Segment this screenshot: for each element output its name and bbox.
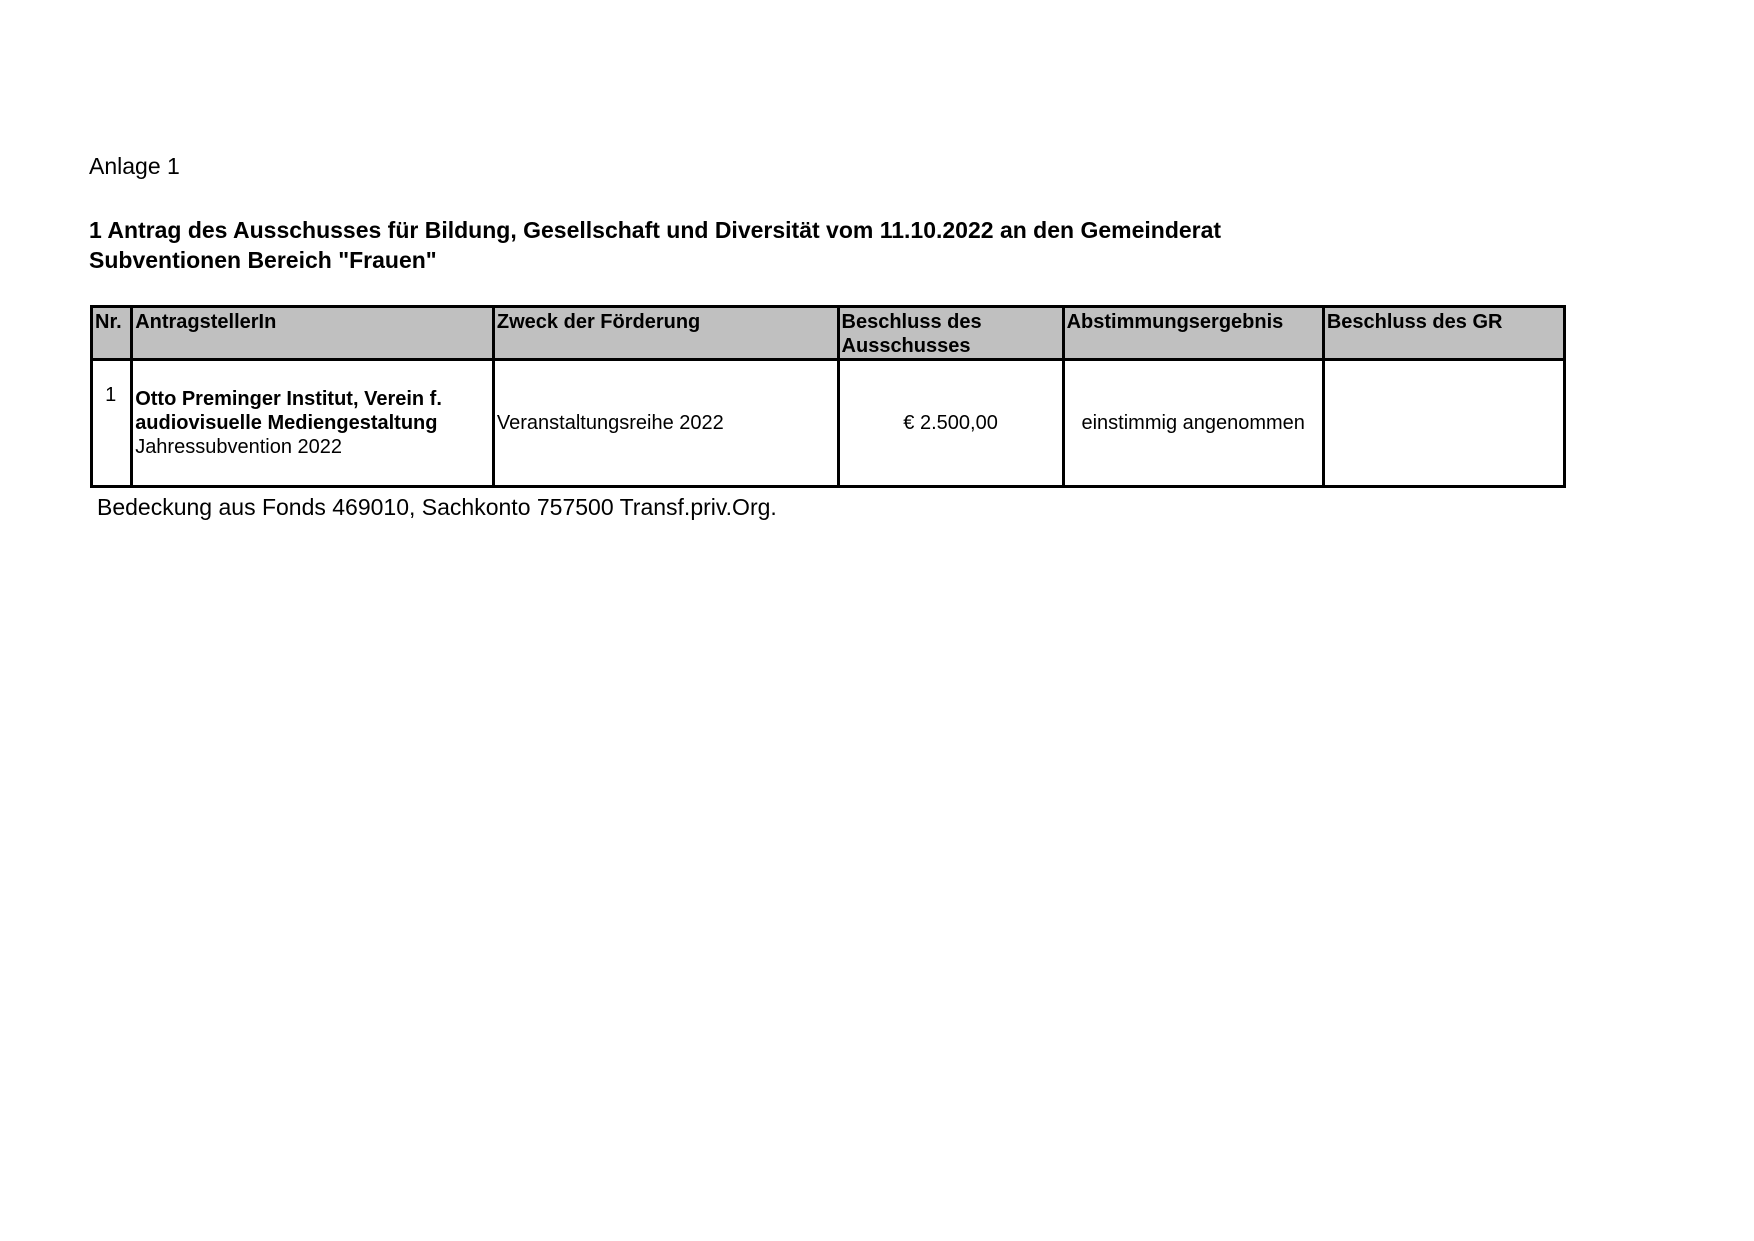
table-header-row: [92, 307, 1565, 360]
cell-abstimmung: einstimmig angenommen: [1063, 360, 1323, 487]
document-label: Anlage 1: [89, 153, 180, 179]
cell-betrag: € 2.500,00: [838, 360, 1063, 487]
header-beschluss-gr: Beschluss des GR: [1323, 307, 1564, 360]
heading-title: 1 Antrag des Ausschusses für Bildung, Gesellschaft und Diversität vom 11.10.2022 an den Gemeinderat: [89, 217, 1222, 243]
header-beschluss-line1: Beschluss des: [841, 311, 982, 333]
cell-antragsteller: [132, 360, 494, 487]
header-abstimmung: Abstimmungsergebnis: [1063, 307, 1323, 360]
cell-beschluss-gr: [1323, 360, 1564, 487]
header-beschluss-line2: Ausschusses: [841, 335, 971, 357]
header-zweck: Zweck der Förderung: [493, 307, 838, 360]
header-nr: Nr.: [92, 307, 132, 360]
table-row: [92, 360, 1565, 487]
applicant-name: Otto Preminger Institut, Verein f. audiovisuelle Mediengestaltung: [135, 388, 442, 434]
cell-nr: 1: [92, 360, 132, 487]
funding-note: Bedeckung aus Fonds 469010, Sachkonto 757500 Transf.priv.Org.: [97, 494, 777, 520]
subsidy-table: [90, 305, 1566, 488]
heading-subtitle: Subventionen Bereich "Frauen": [89, 247, 437, 273]
header-beschluss-ausschuss: [838, 307, 1063, 360]
applicant-subsidy-type: Jahressubvention 2022: [135, 436, 343, 458]
header-antragsteller: AntragstellerIn: [132, 307, 494, 360]
table-header: [92, 307, 1565, 360]
cell-zweck: Veranstaltungsreihe 2022: [493, 360, 838, 487]
document-heading: [89, 215, 1221, 275]
